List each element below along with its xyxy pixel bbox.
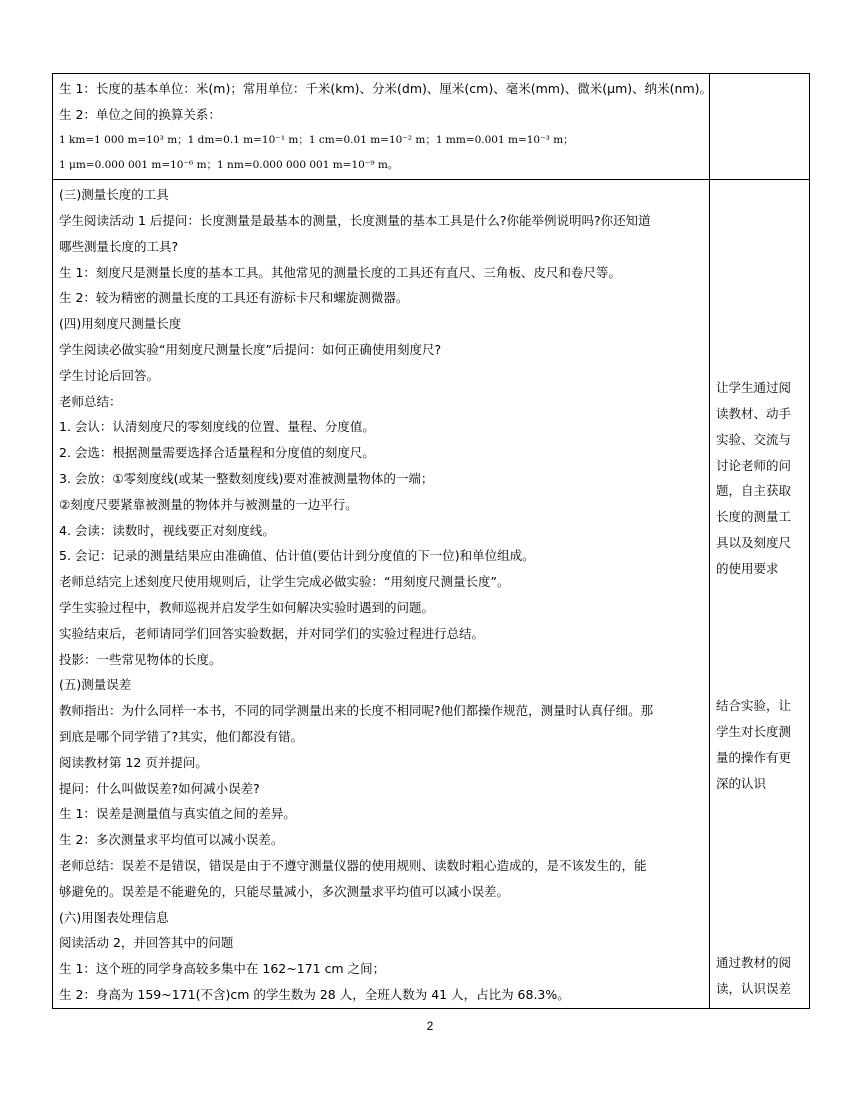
content-line: 提问：什么叫做误差?如何减小误差? <box>59 780 260 796</box>
content-line: 老师总结：误差不是错误，错误是由于不遵守测量仪器的使用规则、读数时粗心造成的，是不该发生的，能 <box>59 857 647 873</box>
content-line: 1 km=1 000 m=10³ m；1 dm=0.1 m=10⁻¹ m；1 cm=0.01 m=10⁻² m；1 mm=0.001 m=10⁻³ m； <box>59 133 574 146</box>
content-line: 2. 会选：根据测量需要选择合适量程和分度值的刻度尺。 <box>59 445 375 461</box>
content-line: 生 1：误差是测量值与真实值之间的差异。 <box>59 806 296 822</box>
content-line: 生 2：身高为 159~171(不含)cm 的学生数为 28 人，全班人数为 41 人，占比为 68.3%。 <box>59 986 570 1002</box>
content-line: 到底是哪个同学错了?其实，他们都没有错。 <box>59 728 304 744</box>
notes-cell <box>710 180 810 1009</box>
content-line: 生 2：多次测量求平均值可以减小误差。 <box>59 832 284 848</box>
content-line: 阅读教材第 12 页并提问。 <box>59 754 208 770</box>
content-line: 教师指出：为什么同样一本书，不同的同学测量出来的长度不相同呢?他们都操作规范，测量时认真仔细。那 <box>59 703 654 719</box>
content-line: 生 1：长度的基本单位：米(m)；常用单位：千米(km)、分米(dm)、厘米(cm)、毫米(mm)、微米(μm)、纳米(nm)。 <box>59 81 713 96</box>
content-line: 生 1：刻度尺是测量长度的基本工具。其他常见的测量长度的工具还有直尺、三角板、皮尺和卷尺等。 <box>59 264 621 280</box>
teaching-note: 通过教材的阅读，认识误差 <box>716 955 792 996</box>
content-line: 老师总结完上述刻度尺使用规则后，让学生完成必做实验：“用刻度尺测量长度”。 <box>59 574 510 590</box>
page-number: 2 <box>426 1019 434 1033</box>
content-line: 够避免的。误差是不能避免的，只能尽量减小，多次测量求平均值可以减小误差。 <box>59 883 510 899</box>
content-line: 生 2：单位之间的换算关系： <box>59 106 221 122</box>
content-line: ②刻度尺要紧靠被测量的物体并与被测量的一边平行。 <box>59 496 358 512</box>
content-line: 生 2：较为精密的测量长度的工具还有游标卡尺和螺旋测微器。 <box>59 290 409 306</box>
content-line: 学生阅读活动 1 后提问：长度测量是最基本的测量，长度测量的基本工具是什么?你能举例说明吗?你还知道 <box>59 212 651 228</box>
content-line: 投影：一些常见物体的长度。 <box>59 651 222 667</box>
lesson-plan-table <box>52 73 810 1009</box>
content-line: 1 μm=0.000 001 m=10⁻⁶ m；1 nm=0.000 000 001 m=10⁻⁹ m。 <box>59 159 399 172</box>
teaching-note: 结合实验，让学生对长度测量的操作有更深的认识 <box>716 698 792 791</box>
content-line: 学生讨论后回答。 <box>59 367 160 383</box>
table-row <box>53 180 810 1009</box>
section-heading: (三)测量长度的工具 <box>59 187 169 203</box>
content-line: 哪些测量长度的工具? <box>59 238 179 254</box>
content-cell <box>53 180 710 1009</box>
content-cell <box>53 74 713 180</box>
section-heading: (五)测量误差 <box>59 677 132 693</box>
content-line: 老师总结： <box>59 393 122 409</box>
section-heading: (六)用图表处理信息 <box>59 909 169 925</box>
content-line: 实验结束后，老师请同学们回答实验数据，并对同学们的实验过程进行总结。 <box>59 625 485 641</box>
content-line: 阅读活动 2，并回答其中的问题 <box>59 935 234 951</box>
content-line: 生 1：这个班的同学身高较多集中在 162~171 cm 之间； <box>59 961 386 977</box>
notes-cell <box>710 74 810 180</box>
section-heading: (四)用刻度尺测量长度 <box>59 316 182 332</box>
content-line: 学生实验过程中，教师巡视并启发学生如何解决实验时遇到的问题。 <box>59 599 435 615</box>
teaching-note: 让学生通过阅读教材、动手实验、交流与讨论老师的问题，自主获取长度的测量工具以及刻度尺的使用要求 <box>716 380 792 576</box>
table-row <box>53 74 810 180</box>
content-line: 1. 会认：认清刻度尺的零刻度线的位置、量程、分度值。 <box>59 419 375 435</box>
content-line: 4. 会读：读数时，视线要正对刻度线。 <box>59 522 275 538</box>
content-line: 5. 会记：记录的测量结果应由准确值、估计值(要估计到分度值的下一位)和单位组成。 <box>59 548 535 564</box>
content-line: 3. 会放：①零刻度线(或某一整数刻度线)要对准被测量物体的一端； <box>59 470 434 486</box>
content-line: 学生阅读必做实验“用刻度尺测量长度”后提问：如何正确使用刻度尺? <box>59 341 442 357</box>
